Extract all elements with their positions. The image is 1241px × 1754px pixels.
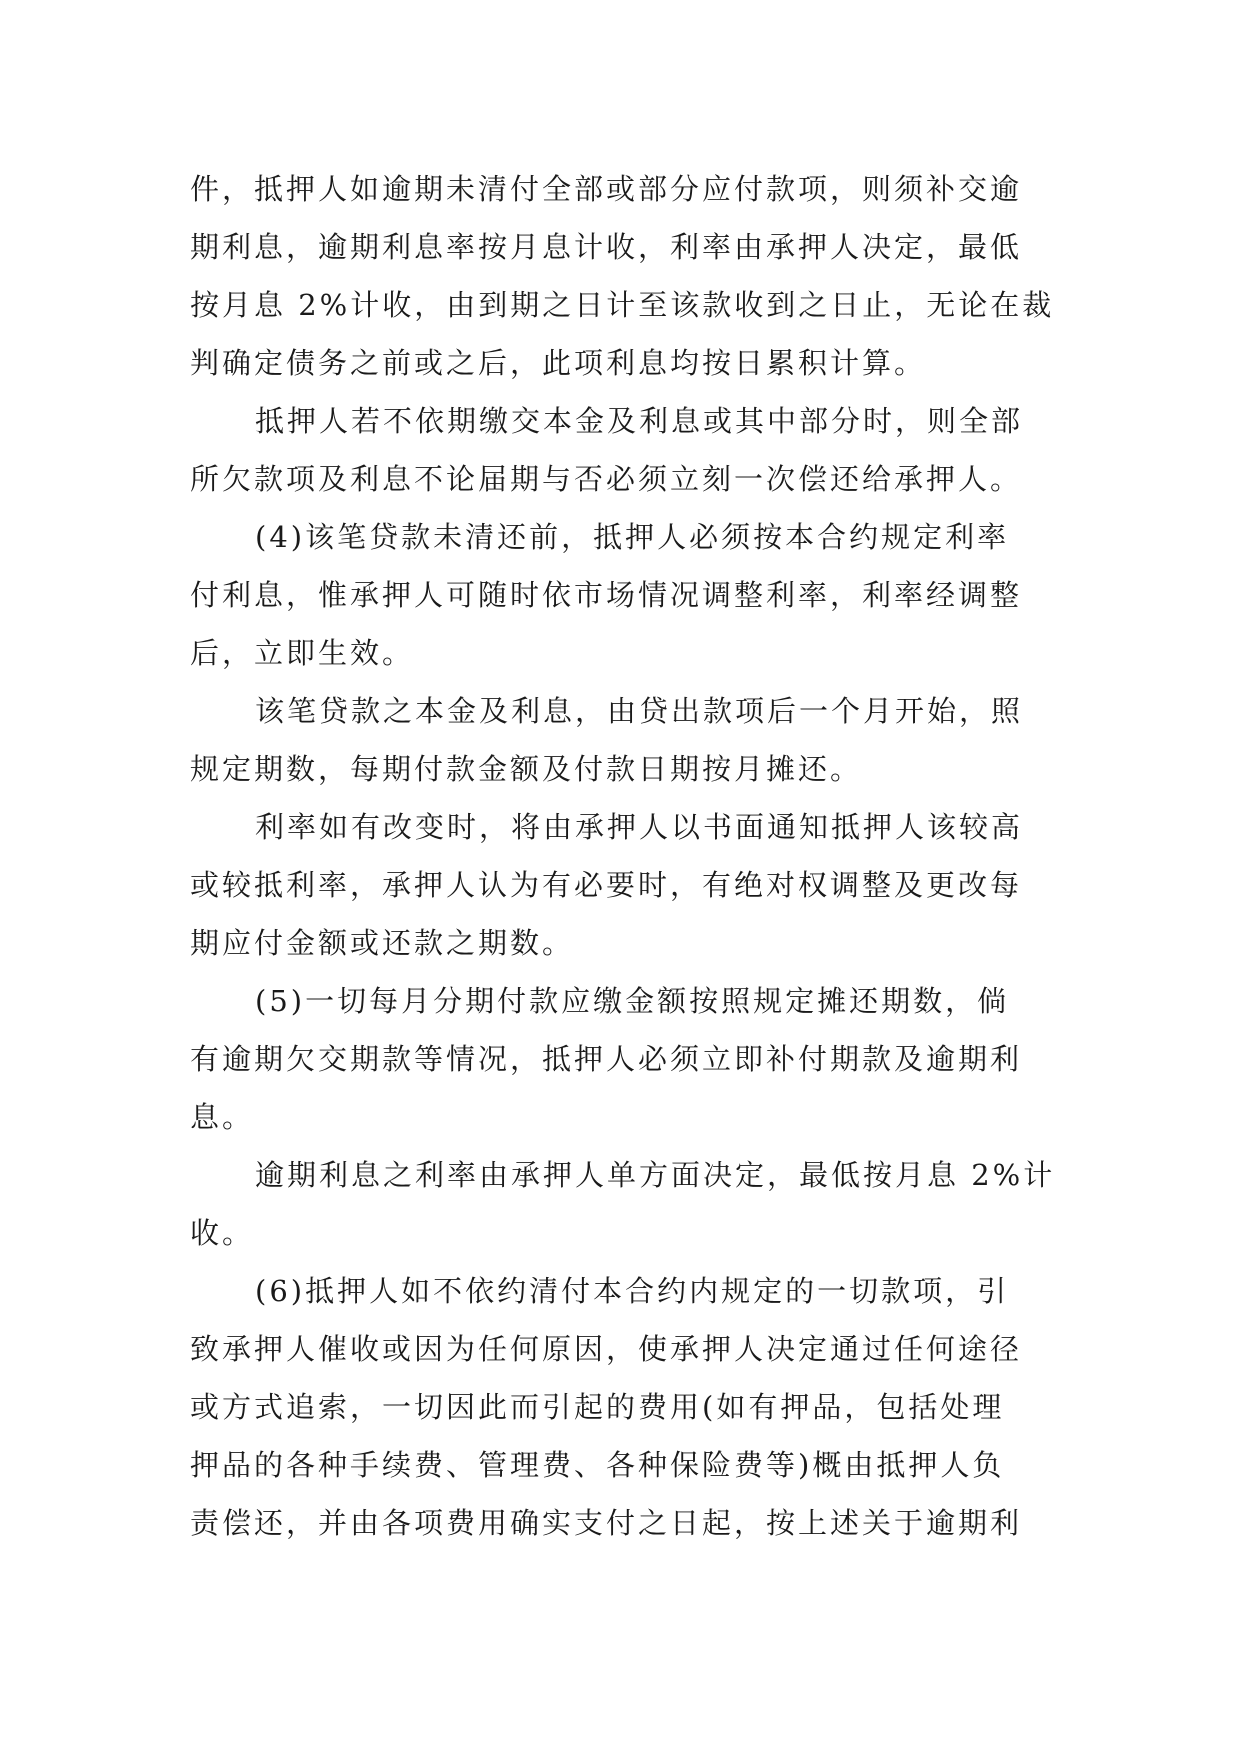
text-line: 责偿还，并由各项费用确实支付之日起，按上述关于逾期利 [190, 1506, 1023, 1540]
text-line: 规定期数，每期付款金额及付款日期按月摊还。 [190, 752, 863, 786]
text-line: 付利息，惟承押人可随时依市场情况调整利率，利率经调整 [190, 578, 1023, 612]
paragraph-first-line: 逾期利息之利率由承押人单方面决定，最低按月息 2%计 [255, 1158, 1056, 1192]
text-line: 后，立即生效。 [190, 636, 415, 670]
document-body [190, 160, 1060, 1552]
text-line: 期利息，逾期利息率按月息计收，利率由承押人决定，最低 [190, 230, 1023, 264]
text-line: 按月息 2%计收，由到期之日计至该款收到之日止，无论在裁 [190, 288, 1055, 322]
text-line: 或较抵利率，承押人认为有必要时，有绝对权调整及更改每 [190, 868, 1023, 902]
clause-6-heading-line: (6)抵押人如不依约清付本合约内规定的一切款项，引 [255, 1274, 1010, 1308]
clause-4-heading-line: (4)该笔贷款未清还前，抵押人必须按本合约规定利率 [255, 520, 1010, 554]
text-line: 或方式追索，一切因此而引起的费用(如有押品，包括处理 [190, 1390, 1005, 1424]
paragraph-first-line: 抵押人若不依期缴交本金及利息或其中部分时，则全部 [255, 404, 1024, 438]
text-line: 件，抵押人如逾期未清付全部或部分应付款项，则须补交逾 [190, 172, 1023, 206]
text-line: 判确定债务之前或之后，此项利息均按日累积计算。 [190, 346, 927, 380]
text-line: 息。 [190, 1100, 255, 1134]
text-line: 押品的各种手续费、管理费、各种保险费等)概由抵押人负 [190, 1448, 1005, 1482]
text-line: 有逾期欠交期款等情况，抵押人必须立即补付期款及逾期利 [190, 1042, 1023, 1076]
text-line: 收。 [190, 1216, 255, 1250]
clause-5-heading-line: (5)一切每月分期付款应缴金额按照规定摊还期数，倘 [255, 984, 1010, 1018]
paragraph-first-line: 该笔贷款之本金及利息，由贷出款项后一个月开始，照 [255, 694, 1024, 728]
text-line: 致承押人催收或因为任何原因，使承押人决定通过任何途径 [190, 1332, 1023, 1366]
paragraph-first-line: 利率如有改变时，将由承押人以书面通知抵押人该较高 [255, 810, 1024, 844]
text-line: 所欠款项及利息不论届期与否必须立刻一次偿还给承押人。 [190, 462, 1023, 496]
text-line: 期应付金额或还款之期数。 [190, 926, 575, 960]
